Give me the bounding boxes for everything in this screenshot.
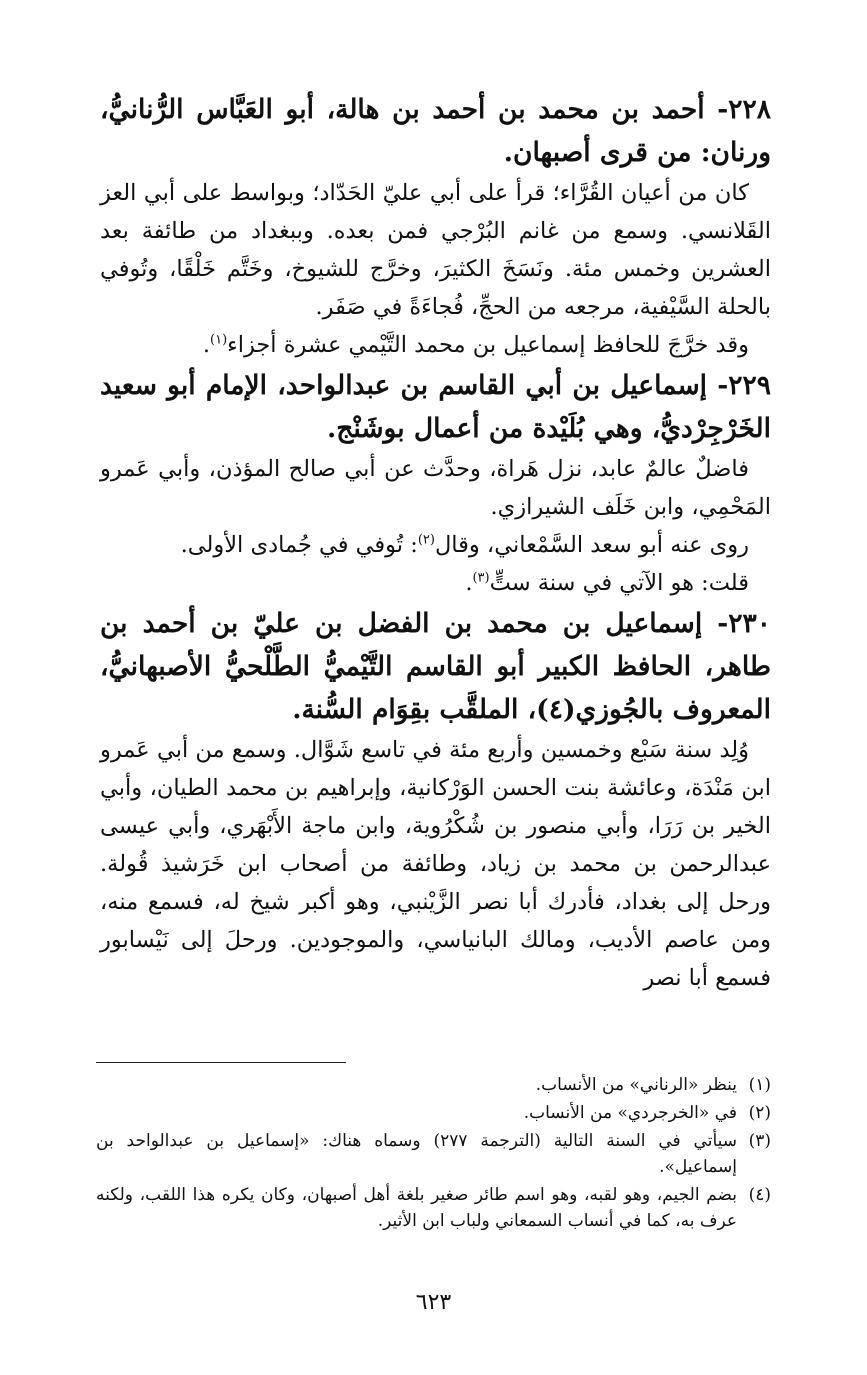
footnote-4 <box>96 1182 771 1234</box>
footnote-2 <box>96 1100 771 1126</box>
main-text <box>100 88 771 997</box>
footnote-text: سيأتي في السنة التالية (الترجمة ٢٧٧) وسماه هناك: «إسماعيل بن عبدالواحد بن إسماعيل». <box>96 1131 738 1177</box>
footnote-number: (١) <box>748 1075 771 1095</box>
entry-230-paragraph-1: وُلِد سنة سَبْع وخمسين وأربع مئة في تاسع شَوَّال. وسمع من أبي عَمرو ابن مَنْدَة، وعائشة بنت الحسن الوَرْكانية، وإبراهيم بن محمد الطيان، وأبي الخير بن رَرَا، وأبي منصور بن شُكْرُوية، وابن ماجة الأَبْهَري، وأبي عيسى عبدالرحمن بن محمد بن زياد، وطائفة من أصحاب ابن خَرَشيذ قُولة. ورحل إلى بغداد، فأدرك أبا نصر الزَّيْنبي، وهو أكبر شيخ له، فسمع منه، ومن عاصم الأديب، ومالك البانياسي، والموجودين. ورحلَ إلى نَيْسابور فسمع أبا نصر <box>100 737 771 991</box>
footnote-text: ينظر «الرناني» من الأنساب. <box>535 1075 737 1095</box>
footnote-divider <box>96 1062 346 1063</box>
footnote-ref-3[interactable]: (٣) <box>472 570 490 586</box>
footnote-1 <box>96 1072 771 1098</box>
footnote-ref-2[interactable]: (٢) <box>417 532 435 548</box>
entry-heading-230: ٢٣٠- إسماعيل بن محمد بن الفضل بن عليّ بن أحمد بن طاهر، الحافظ الكبير أبو القاسم التَّيْميُّ الطَّلْحيُّ الأصبهانيُّ، المعروف بالجُوزي(٤)، الملقَّب بقِوَام السُّنة. <box>100 608 771 725</box>
footnote-number: (٢) <box>748 1103 771 1123</box>
footnote-number: (٤) <box>748 1185 771 1205</box>
entry-heading-228: ٢٢٨- أحمد بن محمد بن أحمد بن هالة، أبو العَبَّاس الرُّنانيُّ، ورنان: من قرى أصبهان. <box>100 94 771 168</box>
entry-heading-229: ٢٢٩- إسماعيل بن أبي القاسم بن عبدالواحد، الإمام أبو سعيد الخَرْجِرْديُّ، وهي بُلَيْدة من أعمال بوشَنْج. <box>100 370 771 444</box>
footnotes-section <box>96 1072 771 1236</box>
entry-229-paragraph-2: روى عنه أبو سعد السَّمْعاني، وقال$^{(٢)}$: تُوفي في جُمادى الأولى. <box>180 532 749 558</box>
footnote-3 <box>96 1128 771 1180</box>
footnote-ref-1[interactable]: (١) <box>210 332 228 348</box>
entry-228-paragraph-2: وقد خرَّجَ للحافظ إسماعيل بن محمد التَّيْمي عشرة أجزاء$^{(١)}$. <box>202 332 749 358</box>
entry-228-paragraph-1: كان من أعيان القُرَّاء؛ قرأ على أبي عليّ الحَدّاد؛ وبواسط على أبي العز القَلانسي. وسمع من غانم البُرْجي فمن بعده. وببغداد من طائفة بعد العشرين وخمس مئة. ونَسَخَ الكثيرَ، وخرَّج للشيوخ، وخَتَّم خَلْقًا، وتُوفي بالحلة السَّيْفية، مرجعه من الحجِّ، فُجاءَةً في صَفَر. <box>100 180 771 320</box>
footnote-text: بضم الجيم، وهو لقبه، وهو اسم طائر صغير بلغة أهل أصبهان، وكان يكره هذا اللقب، ولكنه عرف به، كما في أنساب السمعاني ولباب ابن الأثير. <box>96 1185 737 1231</box>
footnote-text: في «الخرجردي» من الأنساب. <box>523 1103 737 1123</box>
page-number: ٦٢٣ <box>415 1290 452 1315</box>
footnote-number: (٣) <box>748 1131 771 1151</box>
entry-229-paragraph-3: قلت: هو الآتي في سنة ستٍّ$^{(٣)}$. <box>465 570 749 596</box>
entry-229-paragraph-1: فاضلٌ عالمٌ عابد، نزل هَراة، وحدَّث عن أبي صالح المؤذن، وأبي عَمرو المَحْمِي، وابن خَلَف الشيرازي. <box>100 456 771 520</box>
